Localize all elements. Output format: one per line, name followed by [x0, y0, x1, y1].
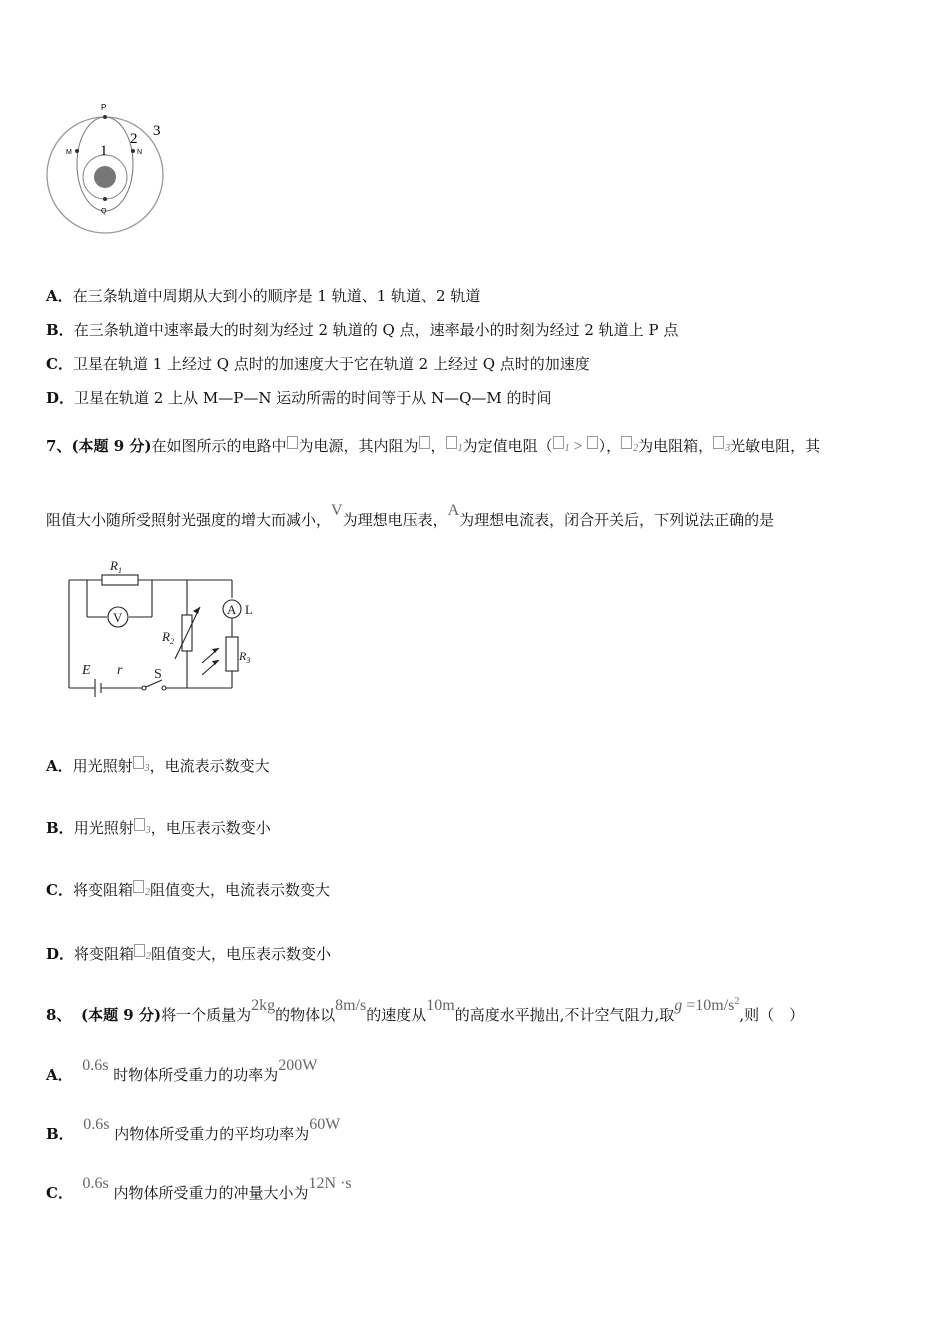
q6-option-a: A．在三条轨道中周期从大到小的顺序是 1 轨道、1 轨道、2 轨道 [46, 287, 481, 305]
q7-option-b: B．用光照射 3，电压表示数变小 [46, 819, 271, 837]
q8-stem: 8、 (本题 9 分)将一个质量为2kg的物体以8m/s的速度从10m的高度水平抛出,不计空气阻力,取$g =10m/s^2$,则（ ） [46, 996, 805, 1024]
label-orbit-1: 1 [100, 143, 108, 159]
voltmeter-label: V [113, 610, 123, 625]
orbit-diagram [40, 95, 180, 240]
label-p: P [101, 103, 107, 112]
q7-stem-line2: 阻值大小随所受照射光强度的增大而减小，V为理想电压表，A为理想电流表，闭合开关后，下列说法正确的是 [46, 502, 775, 529]
label-orbit-3: 3 [153, 123, 161, 139]
r3-label: R [239, 649, 247, 663]
label-orbit-2: 2 [130, 131, 138, 147]
q7-option-c: C．将变阻箱 2阻值变大，电流表示数变大 [46, 881, 330, 899]
q7-option-a: A．用光照射 3，电流表示数变大 [46, 757, 270, 775]
label-m: M [66, 149, 72, 156]
svg-text:R3 [238, 649, 250, 665]
svg-text:R1 [109, 558, 122, 575]
r1-sub: 1 [117, 566, 122, 575]
lamp-label: L [245, 602, 253, 617]
r1-label: R [110, 558, 118, 573]
switch-label: S [154, 667, 162, 682]
ammeter-label: A [227, 602, 237, 617]
r2-label: R [162, 629, 170, 644]
q6-option-d: D．卫星在轨道 2 上从 M—P—N 运动所需的时间等于从 N—Q—M 的时间 [46, 389, 552, 407]
svg-text:R2 [161, 629, 174, 646]
r3-sub: 3 [246, 656, 251, 665]
q8-option-c: C． 0.6s 内物体所受重力的冲量大小为12N ·s [46, 1175, 352, 1202]
q7-option-d: D．将变阻箱 2阻值变大，电压表示数变小 [46, 945, 332, 963]
label-q: Q [101, 208, 107, 215]
circuit-diagram [62, 555, 262, 700]
q8-option-b: B． 0.6s 内物体所受重力的平均功率为60W [46, 1116, 341, 1143]
r2-sub: 2 [169, 637, 174, 646]
q6-option-c: C．卫星在轨道 1 上经过 Q 点时的加速度大于它在轨道 2 上经过 Q 点时的加速度 [46, 355, 590, 373]
emf-label: E [82, 663, 91, 678]
q6-option-b: B．在三条轨道中速率最大的时刻为经过 2 轨道的 Q 点，速率最小的时刻为经过 2 轨道上 P 点 [46, 321, 679, 339]
q7-stem-line1: 7、(本题 9 分)在如图所示的电路中 为电源，其内阻为 ， 1为定值电阻（ 1 > ）， 2为电阻箱， 3光敏电阻，其 [46, 437, 821, 455]
internal-r-label: r [117, 663, 123, 678]
label-n: N [137, 149, 143, 156]
q8-option-a: A． 0.6s 时物体所受重力的功率为200W [46, 1057, 318, 1084]
